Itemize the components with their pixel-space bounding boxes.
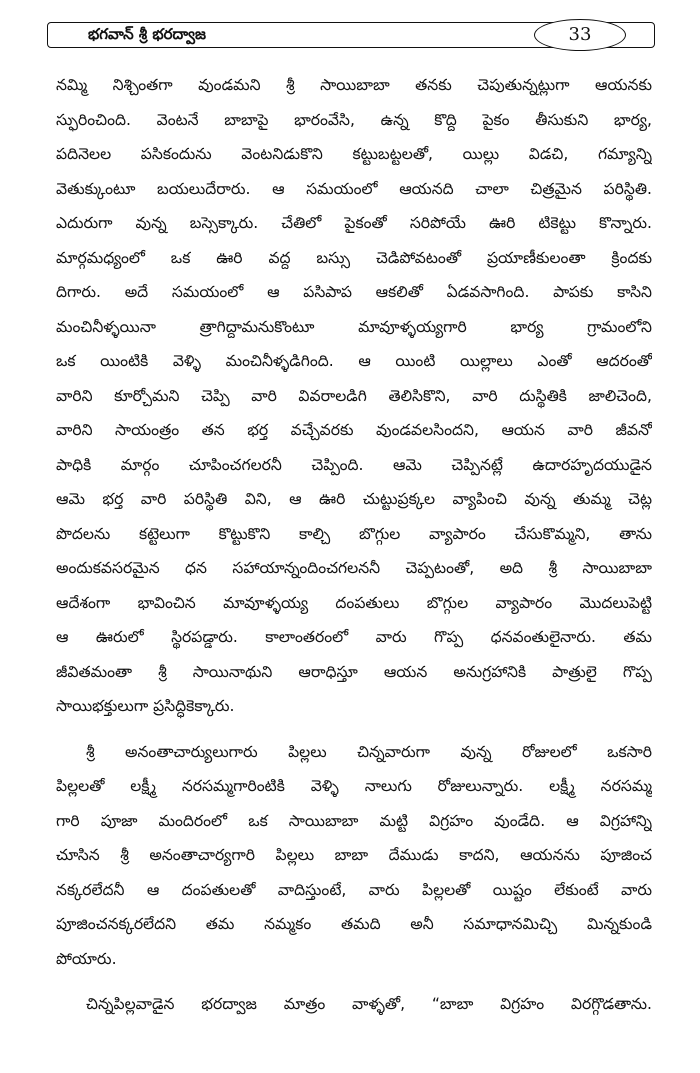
- text-line: జీవితమంతా శ్రీ సాయినాథుని ఆరాధిస్తూ ఆయన అనుగ్రహానికి పాత్రులై గొప్ప: [56, 662, 652, 681]
- text-line: గారి పూజా మందిరంలో ఒక సాయిబాబా మట్టి విగ్రహం వుండేది. ఆ విగ్రహాన్ని: [56, 811, 652, 830]
- text-line: శ్రీ అనంతాచార్యులుగారు పిల్లలు చిన్నవారుగా వున్న రోజులలో ఒకసారి: [86, 742, 652, 761]
- page-number: 33: [534, 19, 626, 51]
- text-line: వెతుక్కుంటూ బయలుదేరారు. ఆ సమయంలో ఆయనది చాలా చిత్రమైన పరిస్థితి.: [56, 179, 652, 198]
- body-text: [56, 68, 652, 1022]
- paragraph: [56, 987, 652, 1022]
- text-line: వారిని కూర్చోమని చెప్పి వారి వివరాలడిగి తెలిసికొని, వారి దుస్థితికి జాలిచెంది,: [56, 386, 652, 405]
- paragraph: [56, 68, 652, 724]
- text-line: పాధికి మార్గం చూపించగలరనీ చెప్పింది. ఆమె చెప్పినట్లే ఉదారహృదయుడైన: [56, 455, 652, 474]
- text-line: చూసిన శ్రీ అనంతాచార్యగారి పిల్లలు బాబా దేముడు కాదని, ఆయనను పూజించ: [56, 846, 652, 864]
- text-line: సాయిభక్తులుగా ప్రసిద్ధికెక్కారు.: [56, 697, 235, 715]
- text-line: ఆ ఊరులో స్థిరపడ్డారు. కాలాంతరంలో వారు గొప్ప ధనవంతులైనారు. తమ: [56, 628, 652, 646]
- text-line: పోయారు.: [56, 949, 117, 968]
- text-line: మార్గమధ్యంలో ఒక ఊరి వద్ద బస్సు చెడిపోవటంతో ప్రయాణీకులంతా క్రిందకు: [56, 248, 652, 267]
- text-line: చిన్నపిల్లవాడైన భరద్వాజ మాత్రం వాళ్ళతో, “బాబా విగ్రహం విరగ్గొడతాను.: [86, 995, 652, 1013]
- text-line: ఒక యింటికి వెళ్ళి మంచినీళ్ళడిగింది. ఆ యింటి యిల్లాలు ఎంతో ఆదరంతో: [56, 352, 652, 370]
- paragraph: [56, 735, 652, 977]
- text-line: ఆదేశంగా భావించిన మావూళ్ళయ్య దంపతులు బొగ్గుల వ్యాపారం మొదలుపెట్టి: [56, 593, 652, 612]
- running-header: [47, 22, 655, 48]
- text-line: పిల్లలతో లక్ష్మీ నరసమ్మగారింటికి వెళ్ళి నాలుగు రోజులున్నారు. లక్ష్మీ నరసమ్మ: [56, 777, 652, 795]
- text-line: వారిని సాయంత్రం తన భర్త వచ్చేవరకు వుండవలసిందని, ఆయన వారి జీవనో: [56, 421, 652, 439]
- text-line: ఆమె భర్త వారి పరిస్థితి విని, ఆ ఊరి చుట్టుప్రక్కల వ్యాపించి వున్న తుమ్మ చెట్ల: [56, 490, 652, 508]
- text-line: దిగారు. అదే సమయంలో ఆ పసిపాప ఆకలితో ఏడవసాగింది. పాపకు కాసిని: [56, 283, 652, 301]
- text-line: నక్కరలేదనీ ఆ దంపతులతో వాదిస్తుంటే, వారు పిల్లలతో యిష్టం లేకుంటే వారు: [56, 880, 652, 899]
- text-line: స్ఫురించింది. వెంటనే బాబాపై భారంవేసి, ఉన్న కొద్ది పైకం తీసుకుని భార్య,: [56, 110, 652, 129]
- text-line: అందుకవసరమైన ధన సహాయాన్నందించగలననీ చెప్పటంతో, అది శ్రీ సాయిబాబా: [56, 559, 652, 577]
- text-line: పదినెలల పసికందును వెంటనిడుకొని కట్టుబట్టలతో, యిల్లు విడచి, గమ్యాన్ని: [56, 145, 652, 163]
- text-line: పూజించనక్కరలేదని తమ నమ్మకం తమది అనీ సమాధానమిచ్చి మిన్నకుండి: [56, 915, 652, 933]
- text-line: మంచినీళ్ళయినా త్రాగిద్దామనుకొంటూ మావూళ్ళయ్యగారి భార్య గ్రామంలోని: [56, 317, 652, 336]
- text-line: పొదలను కట్టెలుగా కొట్టుకొని కాల్చి బొగ్గుల వ్యాపారం చేసుకొమ్మని, తాను: [56, 524, 652, 543]
- text-line: నమ్మి నిశ్చింతగా వుండమని శ్రీ సాయిబాబా తనకు చెపుతున్నట్లుగా ఆయనకు: [56, 76, 652, 94]
- header-title: భగవాన్ శ్రీ భరద్వాజ: [88, 25, 206, 43]
- text-line: ఎదురుగా వున్న బస్సెక్కారు. చేతిలో పైకంతో సరిపోయే ఊరి టికెట్టు కొన్నారు.: [56, 214, 652, 232]
